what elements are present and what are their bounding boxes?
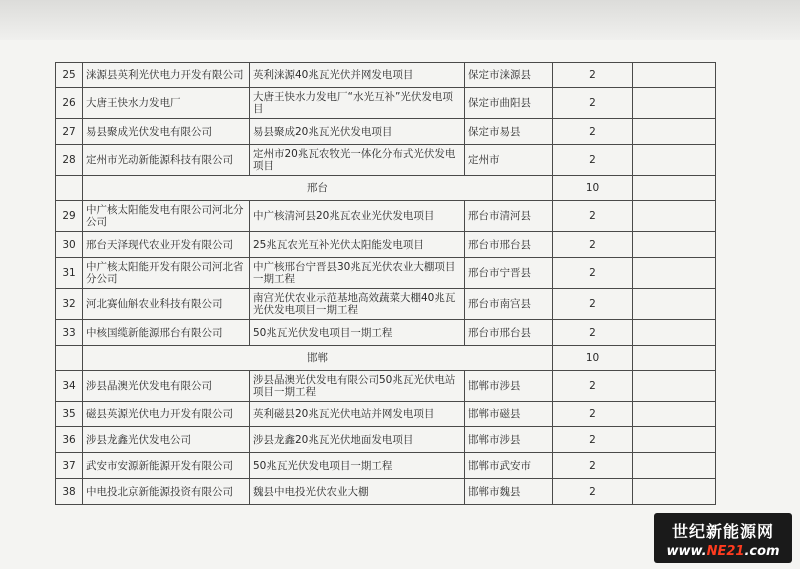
location: 邢台市邢台县 (465, 320, 553, 346)
blank-cell (633, 88, 716, 119)
subtotal-row (56, 176, 716, 201)
table-row (56, 232, 716, 258)
project-name: 中广核邢台宁晋县30兆瓦光伏农业大棚项目一期工程 (250, 258, 465, 289)
count: 2 (553, 427, 633, 453)
row-number: 36 (56, 427, 83, 453)
blank-cell (633, 479, 716, 505)
watermark-url: www.NE21.com (666, 544, 780, 559)
blank-cell (633, 119, 716, 145)
location: 保定市涞源县 (465, 63, 553, 88)
row-number: 25 (56, 63, 83, 88)
count: 2 (553, 453, 633, 479)
table-row (56, 201, 716, 232)
company-name: 易县聚成光伏发电有限公司 (83, 119, 250, 145)
blank-cell (633, 320, 716, 346)
count: 2 (553, 145, 633, 176)
blank-cell (633, 289, 716, 320)
project-name: 大唐王快水力发电厂“水光互补”光伏发电项目 (250, 88, 465, 119)
blank-cell (633, 402, 716, 427)
location: 邢台市宁晋县 (465, 258, 553, 289)
region-label: 邢台 (83, 176, 553, 201)
row-number: 27 (56, 119, 83, 145)
table-row (56, 258, 716, 289)
project-name: 25兆瓦农光互补光伏太阳能发电项目 (250, 232, 465, 258)
count: 2 (553, 119, 633, 145)
count: 2 (553, 479, 633, 505)
project-table (55, 62, 716, 505)
table-row (56, 320, 716, 346)
project-name: 魏县中电投光伏农业大棚 (250, 479, 465, 505)
table-row (56, 289, 716, 320)
table-row (56, 63, 716, 88)
location: 邢台市清河县 (465, 201, 553, 232)
count: 2 (553, 232, 633, 258)
row-number: 33 (56, 320, 83, 346)
table-row (56, 427, 716, 453)
company-name: 中核国缆新能源邢台有限公司 (83, 320, 250, 346)
project-name: 50兆瓦光伏发电项目一期工程 (250, 320, 465, 346)
blank-cell (633, 371, 716, 402)
subtotal-row (56, 346, 716, 371)
company-name: 中电投北京新能源投资有限公司 (83, 479, 250, 505)
project-name: 英利涞源40兆瓦光伏并网发电项目 (250, 63, 465, 88)
company-name: 中广核太阳能开发有限公司河北省分公司 (83, 258, 250, 289)
project-name: 英利磁县20兆瓦光伏电站并网发电项目 (250, 402, 465, 427)
region-count: 10 (553, 176, 633, 201)
region-count: 10 (553, 346, 633, 371)
company-name: 邢台天泽现代农业开发有限公司 (83, 232, 250, 258)
watermark-title: 世纪新能源网 (671, 522, 774, 541)
count: 2 (553, 289, 633, 320)
blank-cell (633, 346, 716, 371)
project-name: 易县聚成20兆瓦光伏发电项目 (250, 119, 465, 145)
row-number: 37 (56, 453, 83, 479)
company-name: 涉县龙鑫光伏发电公司 (83, 427, 250, 453)
location: 邯郸市磁县 (465, 402, 553, 427)
location: 定州市 (465, 145, 553, 176)
count: 2 (553, 258, 633, 289)
blank-cell (633, 145, 716, 176)
table-row (56, 88, 716, 119)
location: 邯郸市武安市 (465, 453, 553, 479)
row-number: 35 (56, 402, 83, 427)
row-number: 29 (56, 201, 83, 232)
location: 邢台市南宫县 (465, 289, 553, 320)
count: 2 (553, 402, 633, 427)
table-body (56, 63, 716, 505)
count: 2 (553, 88, 633, 119)
location: 邯郸市涉县 (465, 371, 553, 402)
company-name: 涞源县英利光伏电力开发有限公司 (83, 63, 250, 88)
project-name: 50兆瓦光伏发电项目一期工程 (250, 453, 465, 479)
company-name: 涉县晶澳光伏发电有限公司 (83, 371, 250, 402)
blank-cell (633, 258, 716, 289)
company-name: 磁县英源光伏电力开发有限公司 (83, 402, 250, 427)
table-row (56, 145, 716, 176)
count: 2 (553, 320, 633, 346)
row-number: 32 (56, 289, 83, 320)
project-name: 涉县龙鑫20兆瓦光伏地面发电项目 (250, 427, 465, 453)
project-name: 涉县晶澳光伏发电有限公司50兆瓦光伏电站项目一期工程 (250, 371, 465, 402)
blank-cell (633, 201, 716, 232)
table-row (56, 402, 716, 427)
blank-cell (633, 176, 716, 201)
row-number: 28 (56, 145, 83, 176)
company-name: 武安市安源新能源开发有限公司 (83, 453, 250, 479)
row-number: 30 (56, 232, 83, 258)
location: 邯郸市涉县 (465, 427, 553, 453)
blank-cell (633, 427, 716, 453)
table-row (56, 479, 716, 505)
table-row (56, 371, 716, 402)
location: 邢台市邢台县 (465, 232, 553, 258)
table-row (56, 119, 716, 145)
location: 保定市曲阳县 (465, 88, 553, 119)
company-name: 定州市光动新能源科技有限公司 (83, 145, 250, 176)
location: 邯郸市魏县 (465, 479, 553, 505)
blank-cell (633, 63, 716, 88)
blank-cell (633, 232, 716, 258)
count: 2 (553, 201, 633, 232)
site-watermark-logo (654, 513, 792, 563)
count: 2 (553, 371, 633, 402)
location: 保定市易县 (465, 119, 553, 145)
region-label: 邯郸 (83, 346, 553, 371)
blank-cell (56, 176, 83, 201)
company-name: 中广核太阳能发电有限公司河北分公司 (83, 201, 250, 232)
blank-cell (633, 453, 716, 479)
blank-cell (56, 346, 83, 371)
row-number: 34 (56, 371, 83, 402)
company-name: 河北赛仙斛农业科技有限公司 (83, 289, 250, 320)
company-name: 大唐王快水力发电厂 (83, 88, 250, 119)
row-number: 31 (56, 258, 83, 289)
project-name: 定州市20兆瓦农牧光一体化分布式光伏发电项目 (250, 145, 465, 176)
count: 2 (553, 63, 633, 88)
row-number: 26 (56, 88, 83, 119)
row-number: 38 (56, 479, 83, 505)
project-name: 中广核清河县20兆瓦农业光伏发电项目 (250, 201, 465, 232)
table-row (56, 453, 716, 479)
project-name: 南宫光伏农业示范基地高效蔬菜大棚40兆瓦光伏发电项目一期工程 (250, 289, 465, 320)
